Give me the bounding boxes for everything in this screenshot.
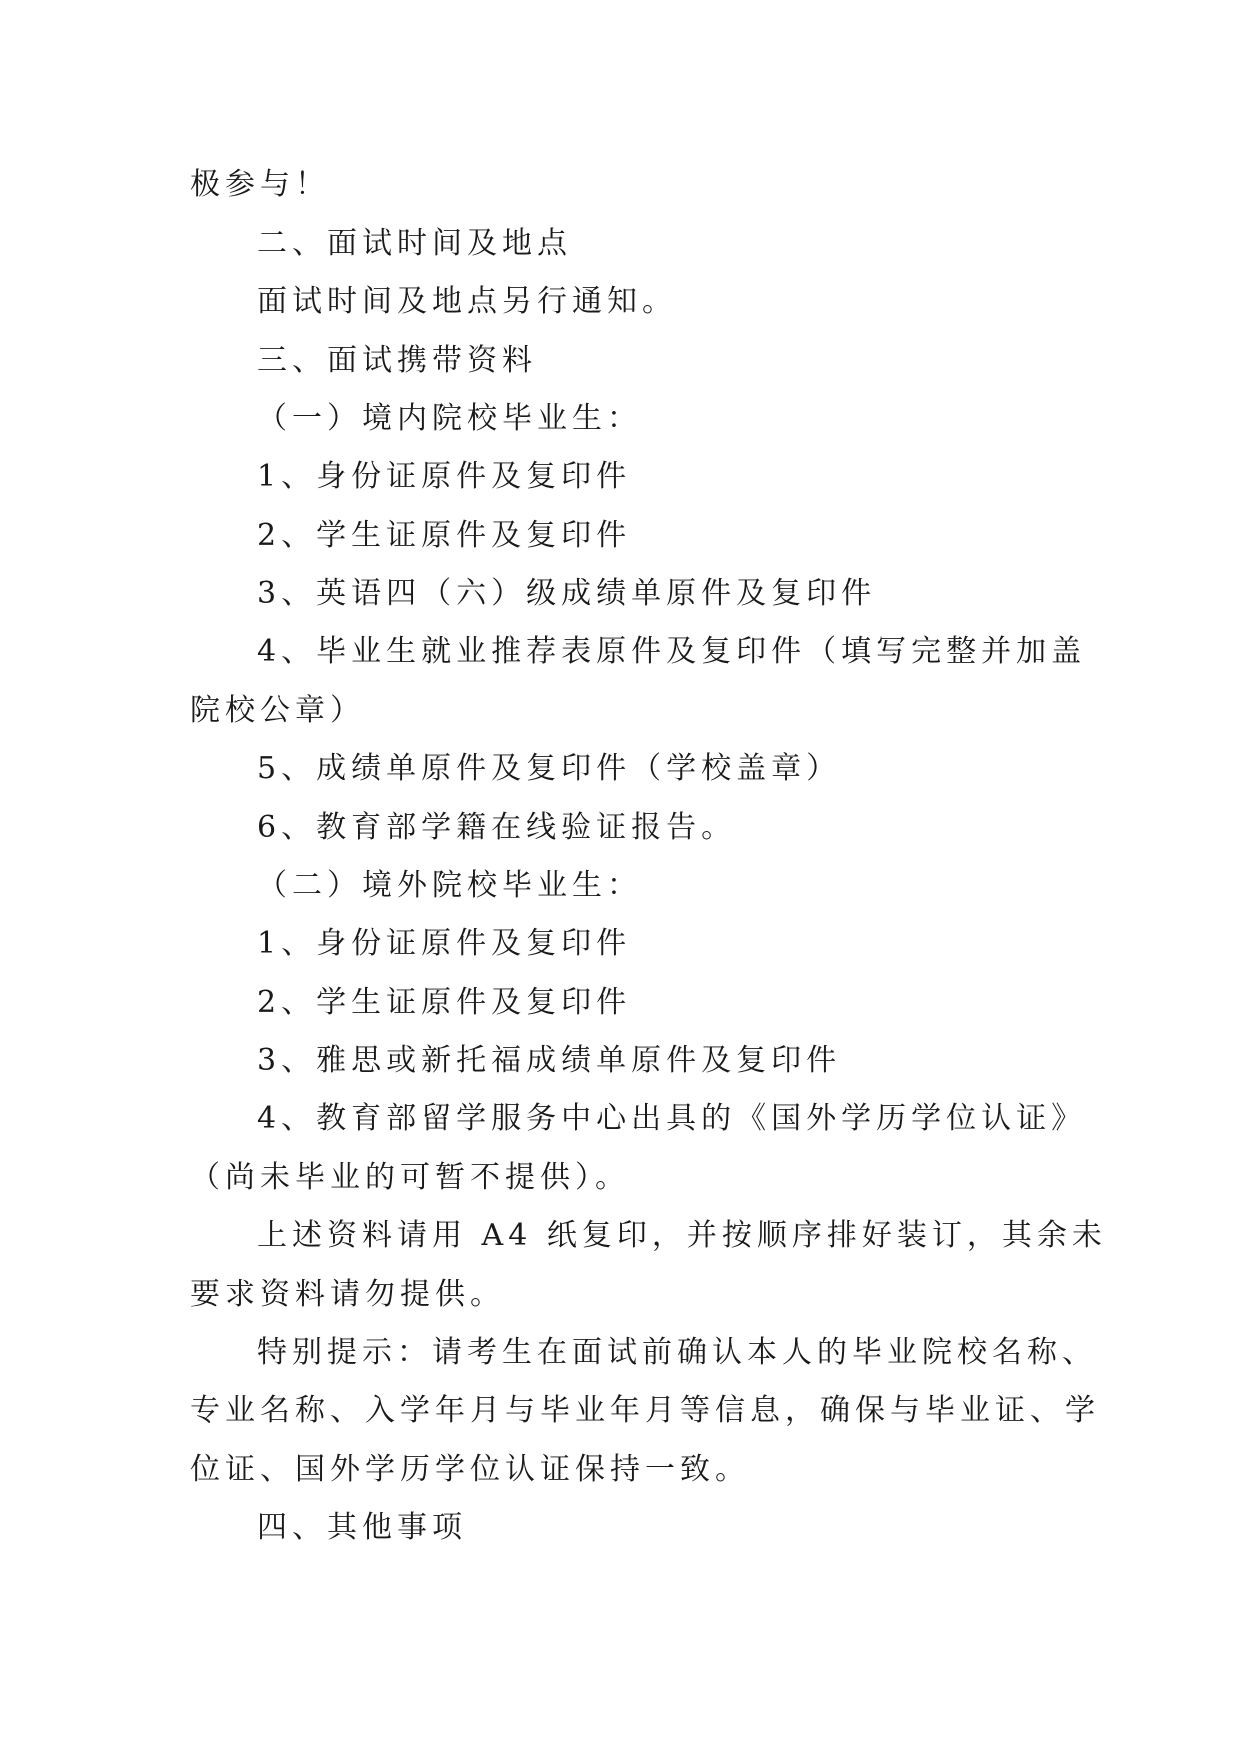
section-heading-interview-time-place: 二、面试时间及地点 (257, 226, 572, 261)
list-item-domestic-verification-report: 6、教育部学籍在线验证报告。 (257, 810, 737, 845)
list-item-overseas-ielts-toefl: 3、雅思或新托福成绩单原件及复印件 (257, 1043, 842, 1078)
text-line-copy-instructions: 上述资料请用 A4 纸复印，并按顺序排好装订，其余未 (257, 1218, 1107, 1253)
list-item-domestic-recommendation-form-cont: 院校公章） (190, 693, 365, 728)
list-item-domestic-id-card: 1、身份证原件及复印件 (257, 459, 632, 494)
text-line-continuation: 极参与！ (190, 167, 330, 202)
text-line-special-notice: 特别提示：请考生在面试前确认本人的毕业院校名称、 (257, 1335, 1097, 1370)
list-item-domestic-student-card: 2、学生证原件及复印件 (257, 518, 632, 553)
section-heading-materials: 三、面试携带资料 (257, 343, 537, 378)
section-heading-other-matters: 四、其他事项 (257, 1510, 467, 1545)
list-item-domestic-recommendation-form: 4、毕业生就业推荐表原件及复印件（填写完整并加盖 (257, 634, 1087, 669)
text-line-special-notice-cont-1: 专业名称、入学年月与毕业年月等信息，确保与毕业证、学 (190, 1393, 1100, 1428)
list-item-domestic-transcript: 5、成绩单原件及复印件（学校盖章） (257, 751, 842, 786)
list-item-overseas-id-card: 1、身份证原件及复印件 (257, 926, 632, 961)
list-item-domestic-english-score: 3、英语四（六）级成绩单原件及复印件 (257, 576, 877, 611)
list-item-overseas-degree-certification: 4、教育部留学服务中心出具的《国外学历学位认证》 (257, 1101, 1087, 1136)
subheading-overseas-graduates: （二）境外院校毕业生： (257, 868, 642, 903)
text-line-copy-instructions-cont: 要求资料请勿提供。 (190, 1277, 505, 1312)
list-item-overseas-student-card: 2、学生证原件及复印件 (257, 985, 632, 1020)
subheading-domestic-graduates: （一）境内院校毕业生： (257, 401, 642, 436)
text-line-interview-notice: 面试时间及地点另行通知。 (257, 284, 677, 319)
text-line-special-notice-cont-2: 位证、国外学历学位认证保持一致。 (190, 1452, 750, 1487)
list-item-overseas-degree-certification-cont: （尚未毕业的可暂不提供）。 (190, 1160, 630, 1195)
